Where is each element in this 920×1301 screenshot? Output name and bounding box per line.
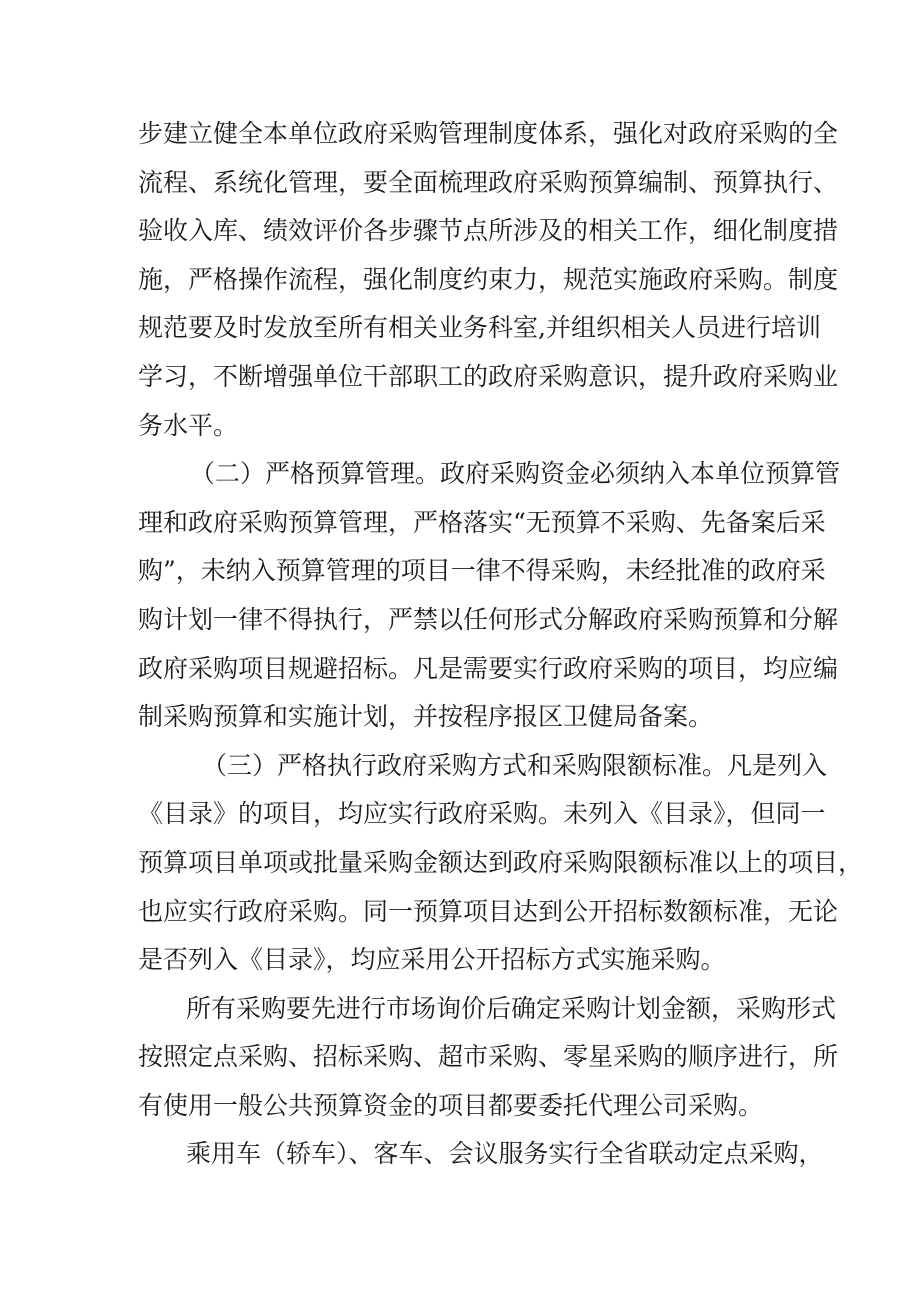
document-body (138, 110, 864, 1179)
text-line: 学习，不断增强单位干部职工的政府采购意识，提升政府采购业 (138, 361, 839, 391)
text-line: 是否列入《目录》，均应采用公开招标方式实施采购。 (138, 945, 726, 975)
text-line: 制采购预算和实施计划，并按程序报区卫健局备案。 (138, 702, 714, 732)
text-line: 有使用一般公共预算资金的项目都要委托代理公司采购。 (138, 1090, 764, 1120)
paragraph-3 (138, 742, 864, 985)
text-line: 施，严格操作流程，强化制度约束力，规范实施政府采购。制度 (138, 264, 839, 294)
text-line: （三）严格执行政府采购方式和采购限额标准。凡是列入 (202, 750, 828, 780)
text-line: 所有采购要先进行市场询价后确定采购计划金额，采购形式 (186, 993, 837, 1023)
text-line: 乘用车（轿车）、客车、会议服务实行全省联动定点采购， (186, 1139, 824, 1169)
text-line: 也应实行政府采购。同一预算项目达到公开招标数额标准，无论 (138, 896, 839, 926)
text-line: 验收入库、绩效评价各步骤节点所涉及的相关工作，细化制度措 (138, 216, 839, 246)
text-line: 购计划一律不得执行，严禁以任何形式分解政府采购预算和分解 (138, 604, 839, 634)
text-line: 购”，未纳入预算管理的项目一律不得采购，未经批准的政府采 (138, 556, 826, 586)
paragraph-4 (138, 985, 839, 1131)
text-line: （二）严格预算管理。政府采购资金必须纳入本单位预算管 (190, 459, 841, 489)
paragraph-2 (138, 450, 841, 742)
text-line: 按照定点采购、招标采购、超市采购、零星采购的顺序进行，所 (138, 1042, 839, 1072)
text-line: 政府采购项目规避招标。凡是需要实行政府采购的项目，均应编 (138, 653, 839, 683)
text-line: 预算项目单项或批量采购金额达到政府采购限额标准以上的项目， (138, 847, 864, 877)
paragraph-1 (138, 110, 839, 450)
paragraph-5 (138, 1130, 824, 1179)
text-line: 理和政府采购预算管理，严格落实“无预算不采购、先备案后采 (138, 507, 826, 537)
text-line: 流程、系统化管理，要全面梳理政府采购预算编制、预算执行、 (138, 167, 839, 197)
text-line: 规范要及时发放至所有相关业务科室,并组织相关人员进行培训 (138, 313, 821, 343)
text-line: 务水平。 (138, 410, 239, 440)
text-line: 《目录》的项目，均应实行政府采购。未列入《目录》，但同一 (138, 799, 826, 829)
text-line: 步建立健全本单位政府采购管理制度体系，强化对政府采购的全 (138, 119, 839, 148)
